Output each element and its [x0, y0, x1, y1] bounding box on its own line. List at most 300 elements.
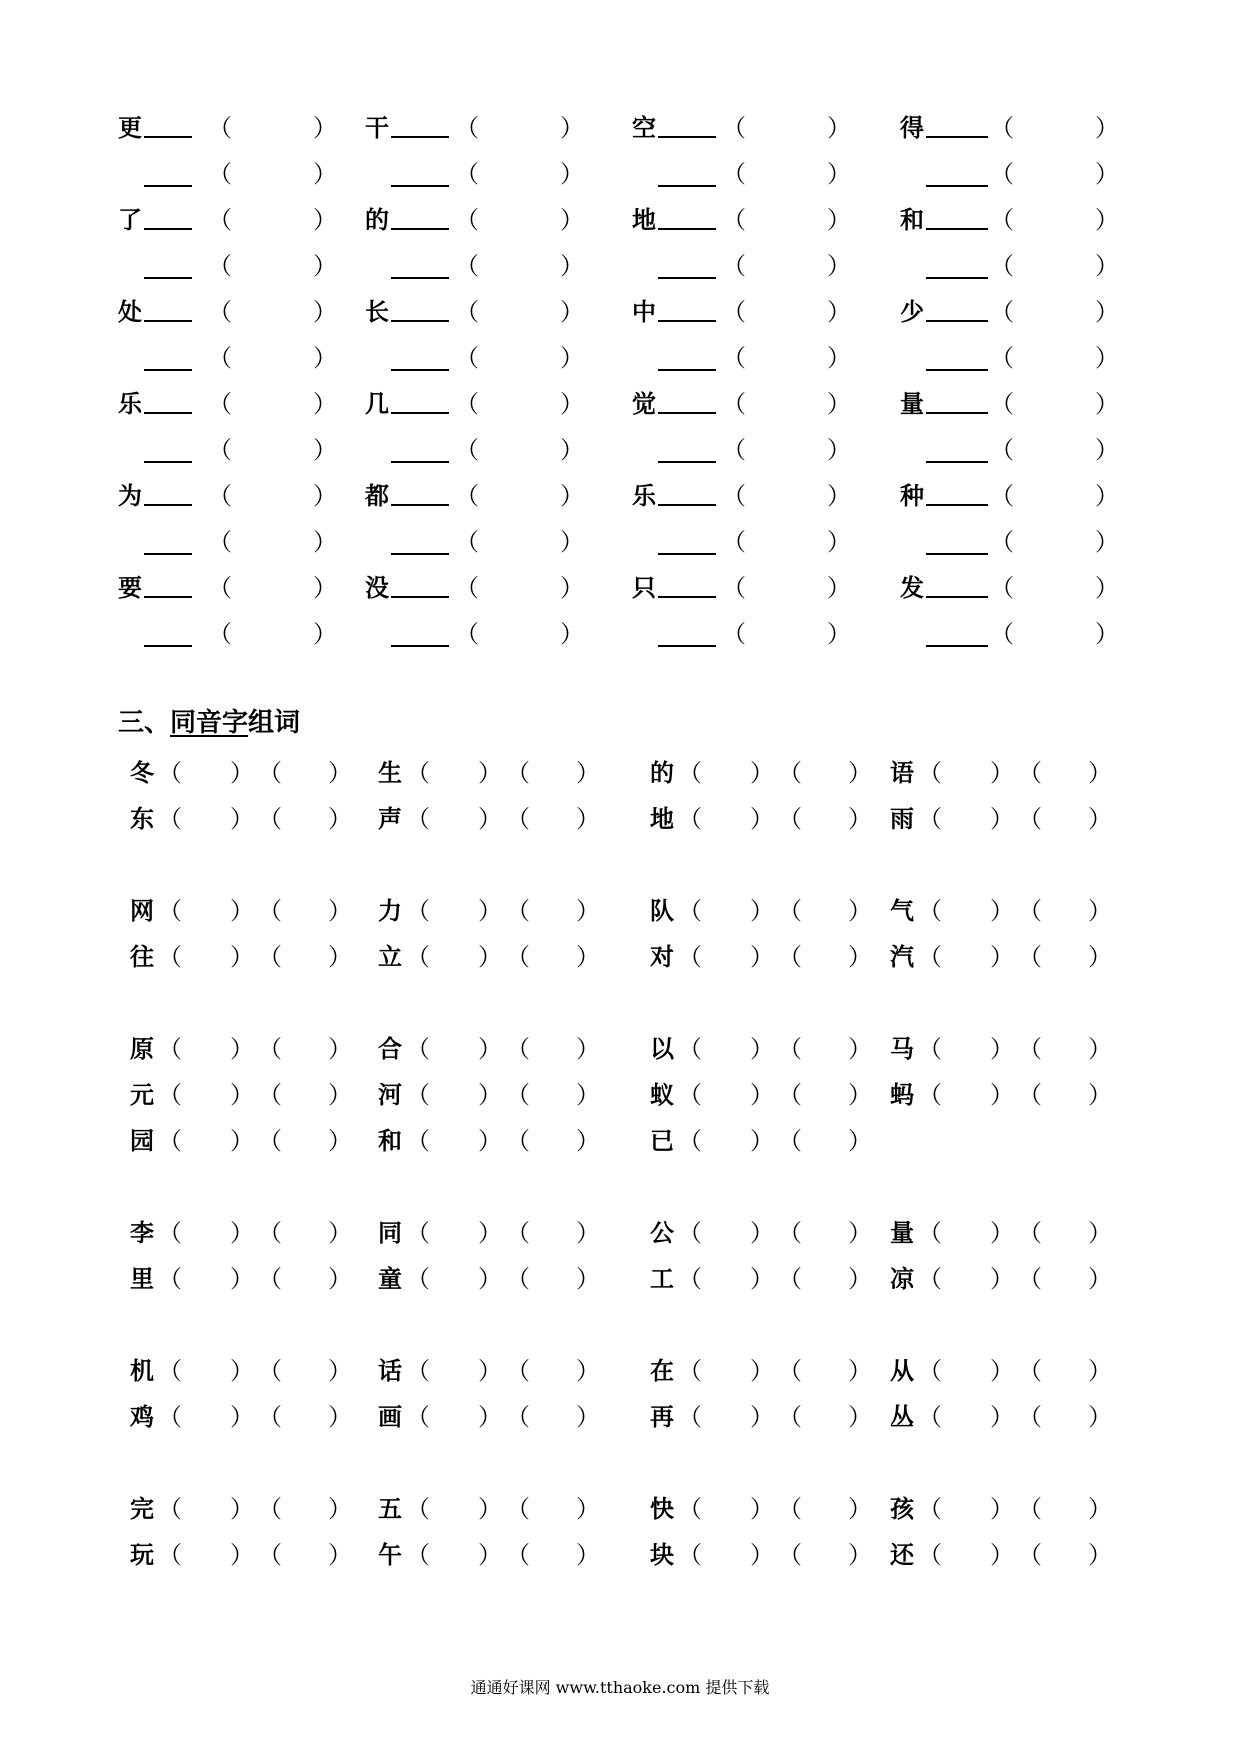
answer-slot[interactable]: [1042, 888, 1086, 928]
answer-slot[interactable]: [182, 1532, 228, 1572]
open-paren: （: [778, 1403, 802, 1431]
answer-blank-line[interactable]: [658, 202, 716, 230]
answer-slot[interactable]: [1042, 1210, 1086, 1250]
answer-slot[interactable]: [430, 1394, 476, 1434]
answer-blank-line[interactable]: [391, 110, 449, 138]
close-paren: ）: [1095, 114, 1119, 142]
answer-blank-line[interactable]: [144, 570, 192, 598]
char-text: 得: [900, 114, 924, 142]
char-text: 处: [118, 298, 142, 326]
open-paren: （: [918, 1219, 942, 1247]
close-paren: ）: [848, 1035, 872, 1063]
answer-blank-line[interactable]: [926, 527, 988, 555]
answer-blank-line[interactable]: [144, 251, 192, 279]
answer-slot[interactable]: [430, 750, 476, 790]
close-paren: ）: [328, 1541, 352, 1569]
answer-slot[interactable]: [802, 1348, 846, 1388]
answer-blank-line[interactable]: [926, 343, 988, 371]
homophone-char: 雨: [890, 805, 914, 833]
char-text: 要: [118, 574, 142, 602]
answer-blank-line[interactable]: [144, 110, 192, 138]
open-paren: （: [918, 943, 942, 971]
answer-slot[interactable]: [1042, 1026, 1086, 1066]
answer-blank-line[interactable]: [391, 386, 449, 414]
open-paren: （: [722, 114, 746, 142]
close-paren: ）: [1088, 1081, 1112, 1109]
close-paren: ）: [827, 298, 851, 326]
answer-blank-line[interactable]: [144, 294, 192, 322]
homophone-char: 合: [378, 1035, 402, 1063]
homophone-char: 园: [130, 1127, 154, 1155]
answer-slot[interactable]: [702, 796, 748, 836]
answer-blank-line[interactable]: [926, 478, 988, 506]
close-paren: ）: [313, 436, 337, 464]
close-paren: ）: [750, 943, 774, 971]
answer-slot[interactable]: [182, 934, 228, 974]
open-paren: （: [455, 160, 479, 188]
answer-blank-line[interactable]: [144, 435, 192, 463]
open-paren: （: [406, 1081, 430, 1109]
homophone-row: [0, 1394, 1240, 1440]
answer-slot[interactable]: [802, 1394, 846, 1434]
homophone-char: 蚁: [650, 1081, 674, 1109]
close-paren: ）: [313, 344, 337, 372]
answer-slot[interactable]: [182, 888, 228, 928]
answer-slot[interactable]: [282, 934, 326, 974]
answer-slot[interactable]: [282, 1394, 326, 1434]
open-paren: （: [990, 206, 1014, 234]
answer-slot[interactable]: [282, 1072, 326, 1112]
close-paren: ）: [560, 620, 584, 648]
close-paren: ）: [313, 114, 337, 142]
open-paren: （: [258, 759, 282, 787]
answer-slot[interactable]: [530, 1486, 574, 1526]
answer-blank-line[interactable]: [391, 619, 449, 647]
answer-slot[interactable]: [702, 1532, 748, 1572]
close-paren: ）: [827, 528, 851, 556]
answer-slot[interactable]: [430, 1026, 476, 1066]
answer-slot[interactable]: [802, 1256, 846, 1296]
answer-slot[interactable]: [530, 934, 574, 974]
close-paren: ）: [848, 1495, 872, 1523]
open-paren: （: [722, 390, 746, 418]
homophone-char: 从: [890, 1357, 914, 1385]
close-paren: ）: [848, 1541, 872, 1569]
answer-blank-line[interactable]: [391, 527, 449, 555]
close-paren: ）: [827, 114, 851, 142]
polyphone-row: [0, 105, 1240, 151]
char-text: 和: [900, 206, 924, 234]
answer-slot[interactable]: [942, 1532, 988, 1572]
answer-slot[interactable]: [282, 1532, 326, 1572]
polyphone-row: [0, 381, 1240, 427]
answer-blank-line[interactable]: [391, 435, 449, 463]
close-paren: ）: [1088, 897, 1112, 925]
open-paren: （: [778, 1219, 802, 1247]
char-text: 量: [900, 390, 924, 418]
answer-slot[interactable]: [1042, 934, 1086, 974]
close-paren: ）: [478, 759, 502, 787]
answer-slot[interactable]: [702, 1348, 748, 1388]
answer-slot[interactable]: [802, 1210, 846, 1250]
char-text: 中: [632, 298, 656, 326]
close-paren: ）: [560, 436, 584, 464]
open-paren: （: [678, 1265, 702, 1293]
homophone-char: 公: [650, 1219, 674, 1247]
answer-slot[interactable]: [1042, 1532, 1086, 1572]
open-paren: （: [1018, 1219, 1042, 1247]
answer-slot[interactable]: [942, 1072, 988, 1112]
answer-slot[interactable]: [802, 888, 846, 928]
homophone-char: 气: [890, 897, 914, 925]
answer-blank-line[interactable]: [144, 619, 192, 647]
homophone-char: 已: [650, 1127, 674, 1155]
homophone-char: 网: [130, 897, 154, 925]
answer-slot[interactable]: [282, 1026, 326, 1066]
answer-blank-line[interactable]: [658, 570, 716, 598]
answer-slot[interactable]: [942, 1256, 988, 1296]
close-paren: ）: [230, 1219, 254, 1247]
answer-slot[interactable]: [702, 1026, 748, 1066]
homophone-row: [0, 888, 1240, 934]
answer-slot[interactable]: [702, 1118, 748, 1158]
close-paren: ）: [848, 1357, 872, 1385]
answer-slot[interactable]: [802, 796, 846, 836]
answer-blank-line[interactable]: [144, 159, 192, 187]
answer-blank-line[interactable]: [658, 435, 716, 463]
open-paren: （: [506, 1219, 530, 1247]
answer-slot[interactable]: [802, 1532, 846, 1572]
answer-slot[interactable]: [430, 888, 476, 928]
homophone-row: [0, 750, 1240, 796]
answer-slot[interactable]: [282, 1210, 326, 1250]
answer-slot[interactable]: [430, 796, 476, 836]
answer-slot[interactable]: [282, 1486, 326, 1526]
answer-slot[interactable]: [430, 1072, 476, 1112]
answer-blank-line[interactable]: [144, 386, 192, 414]
answer-slot[interactable]: [1042, 796, 1086, 836]
open-paren: （: [778, 943, 802, 971]
answer-slot[interactable]: [182, 1348, 228, 1388]
answer-slot[interactable]: [1042, 1486, 1086, 1526]
open-paren: （: [722, 620, 746, 648]
open-paren: （: [778, 759, 802, 787]
answer-slot[interactable]: [942, 1348, 988, 1388]
answer-slot[interactable]: [282, 796, 326, 836]
close-paren: ）: [827, 344, 851, 372]
char-text: 地: [632, 206, 656, 234]
answer-slot[interactable]: [182, 1394, 228, 1434]
close-paren: ）: [576, 1495, 600, 1523]
answer-slot[interactable]: [702, 1072, 748, 1112]
answer-blank-line[interactable]: [658, 527, 716, 555]
open-paren: （: [778, 1035, 802, 1063]
answer-blank-line[interactable]: [658, 619, 716, 647]
answer-slot[interactable]: [182, 750, 228, 790]
answer-slot[interactable]: [1042, 1256, 1086, 1296]
open-paren: （: [208, 252, 232, 280]
open-paren: （: [990, 298, 1014, 326]
answer-slot[interactable]: [530, 888, 574, 928]
polyphone-char: [118, 381, 192, 427]
open-paren: （: [678, 759, 702, 787]
close-paren: ）: [990, 1035, 1014, 1063]
answer-slot[interactable]: [1042, 1348, 1086, 1388]
open-paren: （: [406, 805, 430, 833]
close-paren: ）: [1095, 528, 1119, 556]
close-paren: ）: [328, 943, 352, 971]
answer-slot[interactable]: [530, 1210, 574, 1250]
answer-blank-line[interactable]: [144, 478, 192, 506]
answer-slot[interactable]: [530, 1348, 574, 1388]
answer-blank-line[interactable]: [391, 159, 449, 187]
open-paren: （: [918, 1541, 942, 1569]
close-paren: ）: [1088, 1541, 1112, 1569]
close-paren: ）: [750, 805, 774, 833]
open-paren: （: [722, 482, 746, 510]
char-text: 了: [118, 206, 142, 234]
polyphone-char: [900, 289, 988, 335]
close-paren: ）: [328, 1127, 352, 1155]
open-paren: （: [258, 943, 282, 971]
char-text: 干: [365, 114, 389, 142]
close-paren: ）: [1095, 206, 1119, 234]
answer-slot[interactable]: [530, 1072, 574, 1112]
open-paren: （: [406, 1035, 430, 1063]
close-paren: ）: [990, 897, 1014, 925]
open-paren: （: [918, 1265, 942, 1293]
close-paren: ）: [750, 1541, 774, 1569]
open-paren: （: [506, 1541, 530, 1569]
answer-slot[interactable]: [802, 934, 846, 974]
close-paren: ）: [328, 1035, 352, 1063]
close-paren: ）: [313, 482, 337, 510]
homophone-char: 五: [378, 1495, 402, 1523]
answer-slot[interactable]: [430, 1348, 476, 1388]
char-text: 的: [365, 206, 389, 234]
open-paren: （: [258, 1495, 282, 1523]
close-paren: ）: [990, 1495, 1014, 1523]
close-paren: ）: [478, 1357, 502, 1385]
open-paren: （: [918, 759, 942, 787]
answer-slot[interactable]: [802, 1072, 846, 1112]
answer-blank-line[interactable]: [658, 386, 716, 414]
answer-slot[interactable]: [182, 1072, 228, 1112]
open-paren: （: [722, 344, 746, 372]
close-paren: ）: [576, 1081, 600, 1109]
open-paren: （: [506, 1495, 530, 1523]
open-paren: （: [990, 160, 1014, 188]
homophone-section-title: 三、同音字组词: [118, 708, 301, 738]
answer-blank-line[interactable]: [926, 619, 988, 647]
answer-slot[interactable]: [430, 1486, 476, 1526]
close-paren: ）: [478, 897, 502, 925]
polyphone-char: [118, 197, 192, 243]
answer-blank-line[interactable]: [391, 343, 449, 371]
char-text: 发: [900, 574, 924, 602]
close-paren: ）: [1095, 574, 1119, 602]
close-paren: ）: [478, 1219, 502, 1247]
polyphone-row: [0, 565, 1240, 611]
answer-slot[interactable]: [182, 1486, 228, 1526]
answer-slot[interactable]: [430, 934, 476, 974]
answer-slot[interactable]: [702, 934, 748, 974]
homophone-row: [0, 1348, 1240, 1394]
answer-blank-line[interactable]: [658, 251, 716, 279]
open-paren: （: [506, 1357, 530, 1385]
answer-blank-line[interactable]: [658, 110, 716, 138]
homophone-char: 块: [650, 1541, 674, 1569]
answer-slot[interactable]: [1042, 1072, 1086, 1112]
answer-slot[interactable]: [702, 750, 748, 790]
answer-slot[interactable]: [1042, 1394, 1086, 1434]
answer-blank-line[interactable]: [658, 478, 716, 506]
open-paren: （: [778, 1357, 802, 1385]
open-paren: （: [158, 1081, 182, 1109]
answer-slot[interactable]: [802, 750, 846, 790]
answer-blank-line[interactable]: [144, 343, 192, 371]
close-paren: ）: [1088, 1403, 1112, 1431]
answer-slot[interactable]: [182, 1118, 228, 1158]
open-paren: （: [722, 528, 746, 556]
close-paren: ）: [1088, 1495, 1112, 1523]
char-text: 长: [365, 298, 389, 326]
close-paren: ）: [848, 1265, 872, 1293]
homophone-char: 东: [130, 805, 154, 833]
answer-blank-line[interactable]: [926, 386, 988, 414]
close-paren: ）: [230, 1495, 254, 1523]
answer-slot[interactable]: [182, 1256, 228, 1296]
answer-slot[interactable]: [702, 1256, 748, 1296]
open-paren: （: [990, 114, 1014, 142]
answer-slot[interactable]: [282, 888, 326, 928]
answer-blank-line[interactable]: [391, 251, 449, 279]
answer-slot[interactable]: [430, 1256, 476, 1296]
answer-blank-line[interactable]: [391, 202, 449, 230]
answer-slot[interactable]: [942, 750, 988, 790]
answer-blank-line[interactable]: [926, 570, 988, 598]
homophone-char: 汽: [890, 943, 914, 971]
open-paren: （: [506, 1127, 530, 1155]
answer-blank-line[interactable]: [391, 294, 449, 322]
answer-blank-line[interactable]: [926, 159, 988, 187]
answer-slot[interactable]: [530, 1394, 574, 1434]
answer-slot[interactable]: [702, 1210, 748, 1250]
answer-slot[interactable]: [530, 1256, 574, 1296]
close-paren: ）: [328, 1265, 352, 1293]
answer-blank-line[interactable]: [658, 294, 716, 322]
open-paren: （: [722, 160, 746, 188]
close-paren: ）: [576, 1265, 600, 1293]
answer-slot[interactable]: [942, 1026, 988, 1066]
answer-slot[interactable]: [282, 1256, 326, 1296]
answer-slot[interactable]: [942, 1210, 988, 1250]
answer-blank-line[interactable]: [144, 527, 192, 555]
answer-blank-line[interactable]: [926, 110, 988, 138]
answer-slot[interactable]: [182, 1210, 228, 1250]
answer-slot[interactable]: [182, 796, 228, 836]
answer-slot[interactable]: [282, 1348, 326, 1388]
answer-blank-line[interactable]: [391, 570, 449, 598]
answer-slot[interactable]: [942, 1486, 988, 1526]
answer-slot[interactable]: [430, 1118, 476, 1158]
close-paren: ）: [1088, 759, 1112, 787]
open-paren: （: [158, 1403, 182, 1431]
close-paren: ）: [1095, 160, 1119, 188]
open-paren: （: [778, 897, 802, 925]
answer-blank-line[interactable]: [391, 478, 449, 506]
close-paren: ）: [560, 114, 584, 142]
close-paren: ）: [313, 252, 337, 280]
answer-slot[interactable]: [942, 796, 988, 836]
open-paren: （: [455, 436, 479, 464]
answer-slot[interactable]: [282, 750, 326, 790]
homophone-char: 生: [378, 759, 402, 787]
answer-slot[interactable]: [802, 1026, 846, 1066]
close-paren: ）: [848, 1127, 872, 1155]
answer-blank-line[interactable]: [926, 294, 988, 322]
homophone-char: 元: [130, 1081, 154, 1109]
close-paren: ）: [478, 1265, 502, 1293]
answer-blank-line[interactable]: [926, 202, 988, 230]
answer-blank-line[interactable]: [926, 251, 988, 279]
open-paren: （: [208, 206, 232, 234]
answer-slot[interactable]: [702, 1486, 748, 1526]
close-paren: ）: [230, 1081, 254, 1109]
answer-blank-line[interactable]: [144, 202, 192, 230]
answer-slot[interactable]: [802, 1118, 846, 1158]
answer-blank-line[interactable]: [658, 343, 716, 371]
answer-slot[interactable]: [942, 1394, 988, 1434]
answer-slot[interactable]: [802, 1486, 846, 1526]
polyphone-char: [632, 473, 716, 519]
answer-blank-line[interactable]: [926, 435, 988, 463]
answer-slot[interactable]: [530, 1532, 574, 1572]
answer-slot[interactable]: [530, 796, 574, 836]
answer-slot[interactable]: [942, 888, 988, 928]
polyphone-char: [365, 105, 449, 151]
answer-slot[interactable]: [530, 1026, 574, 1066]
answer-slot[interactable]: [702, 888, 748, 928]
close-paren: ）: [1088, 805, 1112, 833]
answer-slot[interactable]: [282, 1118, 326, 1158]
open-paren: （: [990, 574, 1014, 602]
open-paren: （: [918, 1357, 942, 1385]
answer-slot[interactable]: [530, 1118, 574, 1158]
answer-slot[interactable]: [1042, 750, 1086, 790]
open-paren: （: [208, 574, 232, 602]
close-paren: ）: [848, 1403, 872, 1431]
close-paren: ）: [560, 482, 584, 510]
open-paren: （: [1018, 1265, 1042, 1293]
answer-slot[interactable]: [182, 1026, 228, 1066]
answer-slot[interactable]: [702, 1394, 748, 1434]
answer-slot[interactable]: [530, 750, 574, 790]
answer-slot[interactable]: [430, 1210, 476, 1250]
answer-blank-line[interactable]: [658, 159, 716, 187]
close-paren: ）: [328, 805, 352, 833]
close-paren: ）: [848, 1081, 872, 1109]
answer-slot[interactable]: [430, 1532, 476, 1572]
char-text: 乐: [118, 390, 142, 418]
close-paren: ）: [576, 1541, 600, 1569]
open-paren: （: [778, 1127, 802, 1155]
answer-slot[interactable]: [942, 934, 988, 974]
open-paren: （: [506, 805, 530, 833]
close-paren: ）: [990, 1081, 1014, 1109]
homophone-char: 原: [130, 1035, 154, 1063]
homophone-char: 凉: [890, 1265, 914, 1293]
